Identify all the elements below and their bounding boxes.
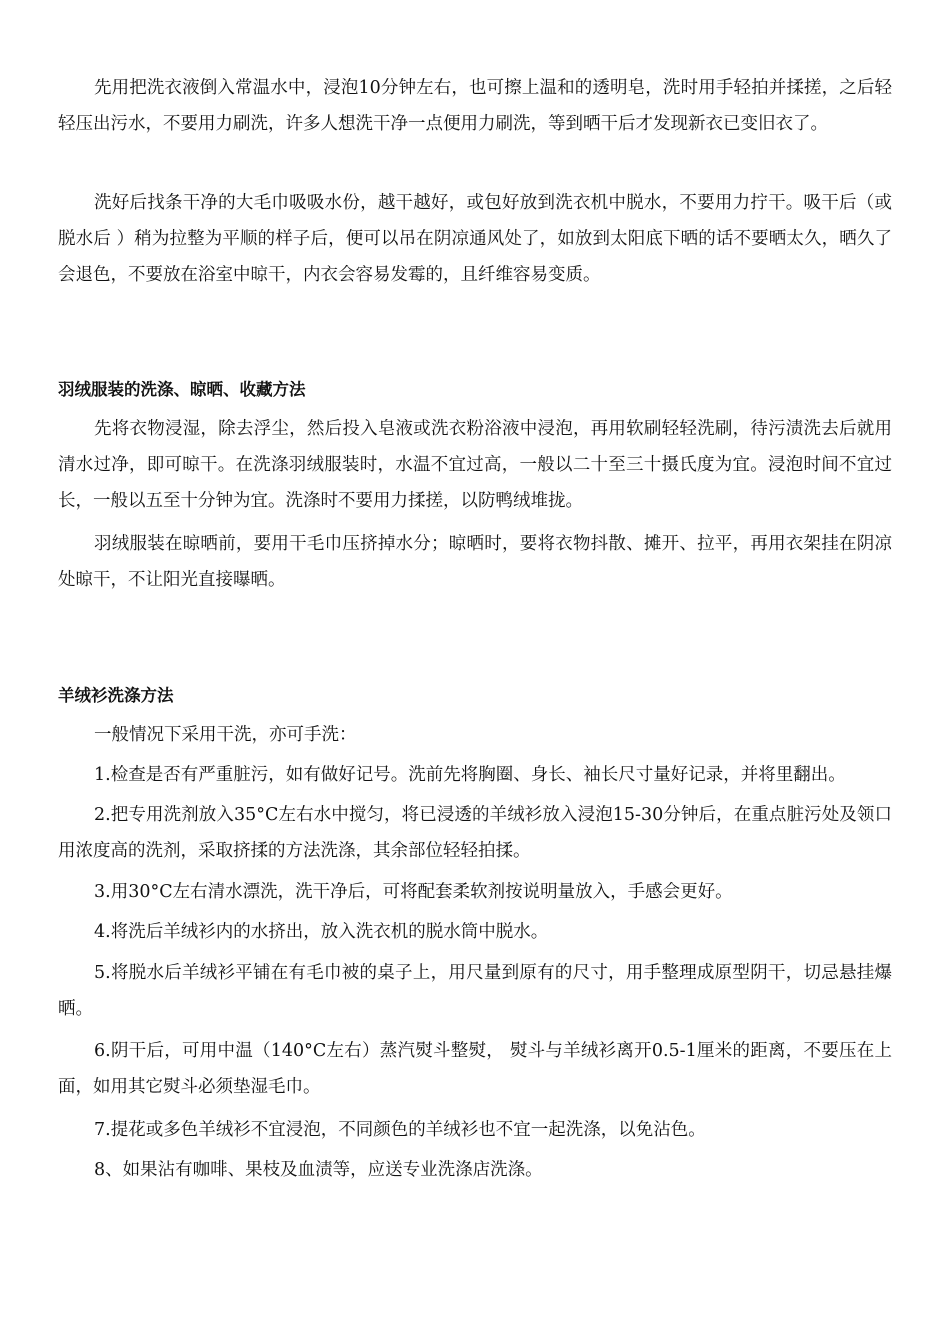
list-item-cashmere-step-4: 4.将洗后羊绒衫内的水挤出，放入洗衣机的脱水筒中脱水。 bbox=[94, 922, 549, 942]
paragraph-drying: 洗好后找条干净的大毛巾吸吸水份，越干越好，或包好放到洗衣机中脱水，不要用力拧干。吸干后（或脱水后 ）稍为拉整为平顺的样子后，便可以吊在阴凉通风处了，如放到太阳底下晒的话不要晒太久，晒久了会退色，不要放在浴室中晾干，内衣会容易发霉的，且纤维容易变质。 bbox=[58, 193, 892, 285]
list-item-cashmere-step-5: 5.将脱水后羊绒衫平铺在有毛巾被的桌子上，用尺量到原有的尺寸，用手整理成原型阴干，切忌悬挂爆晒。 bbox=[58, 963, 892, 1019]
heading-cashmere: 羊绒衫洗涤方法 bbox=[58, 686, 174, 705]
list-item-cashmere-step-7: 7.提花或多色羊绒衫不宜浸泡，不同颜色的羊绒衫也不宜一起洗涤，以免沾色。 bbox=[94, 1120, 706, 1140]
paragraph-down-washing: 先将衣物浸湿，除去浮尘，然后投入皂液或洗衣粉浴液中浸泡，再用软刷轻轻洗刷，待污渍洗去后就用清水过净，即可晾干。在洗涤羽绒服装时，水温不宜过高，一般以二十至三十摄氏度为宜。浸泡时间不宜过长，一般以五至十分钟为宜。洗涤时不要用力揉搓，以防鸭绒堆拢。 bbox=[58, 419, 892, 511]
heading-down-garments: 羽绒服装的洗涤、晾晒、收藏方法 bbox=[58, 380, 306, 399]
list-item-cashmere-step-2: 2.把专用洗剂放入35°C左右水中搅匀，将已浸透的羊绒衫放入浸泡15-30分钟后，在重点脏污处及领口用浓度高的洗剂，采取挤揉的方法洗涤，其余部位轻轻拍揉。 bbox=[58, 805, 892, 861]
paragraph-down-drying: 羽绒服装在晾晒前，要用干毛巾压挤掉水分；晾晒时，要将衣物抖散、摊开、拉平，再用衣架挂在阴凉处晾干，不让阳光直接曝晒。 bbox=[58, 534, 892, 590]
list-item-cashmere-step-8: 8、如果沾有咖啡、果枝及血渍等，应送专业洗涤店洗涤。 bbox=[94, 1160, 543, 1180]
list-item-cashmere-step-3: 3.用30°C左右清水漂洗，洗干净后，可将配套柔软剂按说明量放入，手感会更好。 bbox=[94, 882, 733, 902]
paragraph-detergent-soak: 先用把洗衣液倒入常温水中，浸泡10分钟左右，也可擦上温和的透明皂，洗时用手轻拍并揉搓，之后轻轻压出污水，不要用力刷洗，许多人想洗干净一点便用力刷洗，等到晒干后才发现新衣已变旧衣了。 bbox=[58, 78, 892, 134]
list-item-cashmere-step-1: 1.检查是否有严重脏污，如有做好记号。洗前先将胸圈、身长、袖长尺寸量好记录，并将里翻出。 bbox=[94, 765, 846, 785]
list-item-cashmere-step-6: 6.阴干后，可用中温（140°C左右）蒸汽熨斗整熨， 熨斗与羊绒衫离开0.5-1厘米的距离，不要压在上面，如用其它熨斗必须垫湿毛巾。 bbox=[58, 1041, 892, 1097]
paragraph-cashmere-intro: 一般情况下采用干洗，亦可手洗： bbox=[94, 725, 357, 745]
